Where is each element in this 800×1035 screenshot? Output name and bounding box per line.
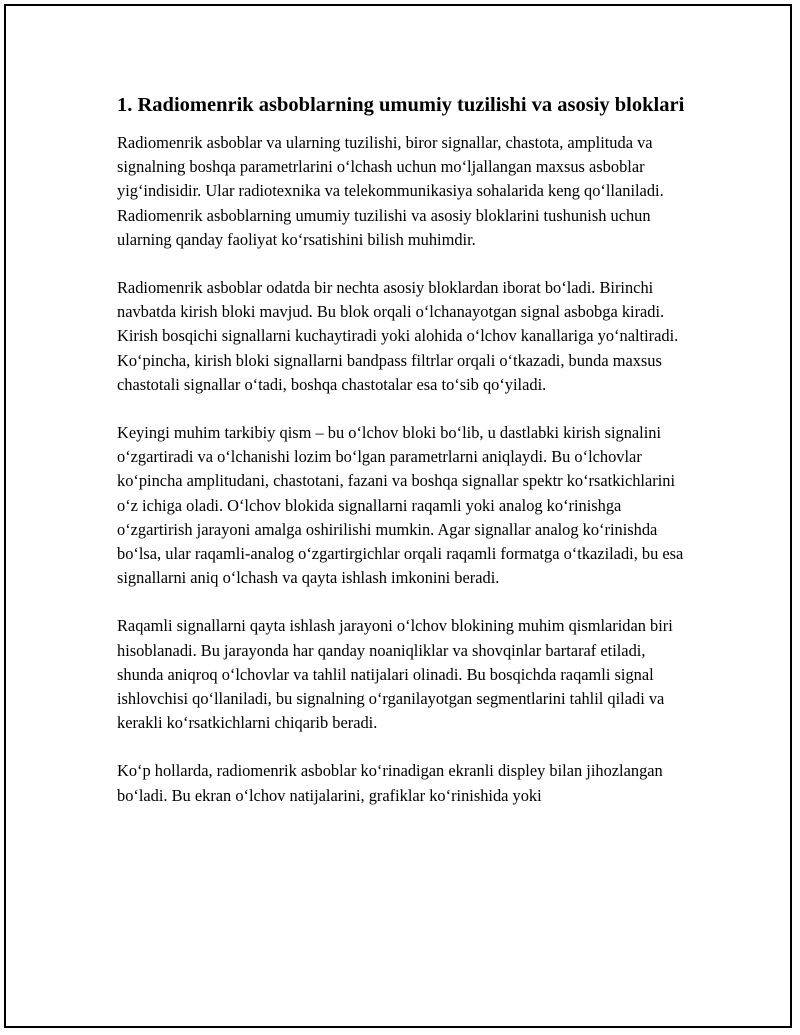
paragraph: Ko‘p hollarda, radiomenrik asboblar ko‘rinadigan ekranli displey bilan jihozlangan bo‘ladi. Bu ekran o‘lchov natijalarini, grafiklar ko‘rinishida yoki [117,761,663,805]
paragraph: Keyingi muhim tarkibiy qism – bu o‘lchov bloki bo‘lib, u dastlabki kirish signalini o‘zgartiradi va o‘lchanishi lozim bo‘lgan parametrlarni aniqlaydi. Bu o‘lchovlar ko‘pincha amplitudani, chastotani, fazani va boshqa signallar spektr ko‘rsatkichlarini o‘z ichiga oladi. O‘lchov blokida signallarni raqamli yoki analog ko‘rinishga o‘zgartirish jarayoni amalga oshirilishi mumkin. Agar signallar analog ko‘rinishda bo‘lsa, ular raqamli-analog o‘zgartirgichlar orqali raqamli formatga o‘tkaziladi, bu esa signallarni aniq o‘lchash va qayta ishlash imkonini beradi. [117,423,684,588]
paragraph: Radiomenrik asboblar va ularning tuzilishi, biror signallar, chastota, amplituda va signalning boshqa parametrlarini o‘lchash uchun mo‘ljallangan maxsus asboblar yig‘indisidir. Ular radiotexnika va telekommunikasiya sohalarida keng qo‘llaniladi. Radiomenrik asboblarning umumiy tuzilishi va asosiy bloklarini tushunish uchun ularning qanday faoliyat ko‘rsatishini bilish muhimdir. [117,133,664,249]
paragraph: Radiomenrik asboblar odatda bir nechta asosiy bloklardan iborat bo‘ladi. Birinchi navbatda kirish bloki mavjud. Bu blok orqali o‘lchanayotgan signal asbobga kiradi. Kirish bosqichi signallarni kuchaytiradi yoki alohida o‘lchov kanallariga yo‘naltiradi. Ko‘pincha, kirish bloki signallarni bandpass filtrlar orqali o‘tkazadi, bunda maxsus chastotali signallar o‘tadi, boshqa chastotalar esa to‘sib qo‘yiladi. [117,278,679,394]
document-body [117,92,692,832]
section-heading: 1. Radiomenrik asboblarning umumiy tuzilishi va asosiy bloklari [117,94,685,116]
paragraph: Raqamli signallarni qayta ishlash jarayoni o‘lchov blokining muhim qismlaridan biri hisoblanadi. Bu jarayonda har qanday noaniqliklar va shovqinlar bartaraf etiladi, shunda aniqroq o‘lchovlar va tahlil natijalari olinadi. Bu bosqichda raqamli signal ishlovchisi qo‘llaniladi, bu signalning o‘rganilayotgan segmentlarini tahlil qiladi va kerakli ko‘rsatkichlarni chiqarib beradi. [117,616,673,733]
